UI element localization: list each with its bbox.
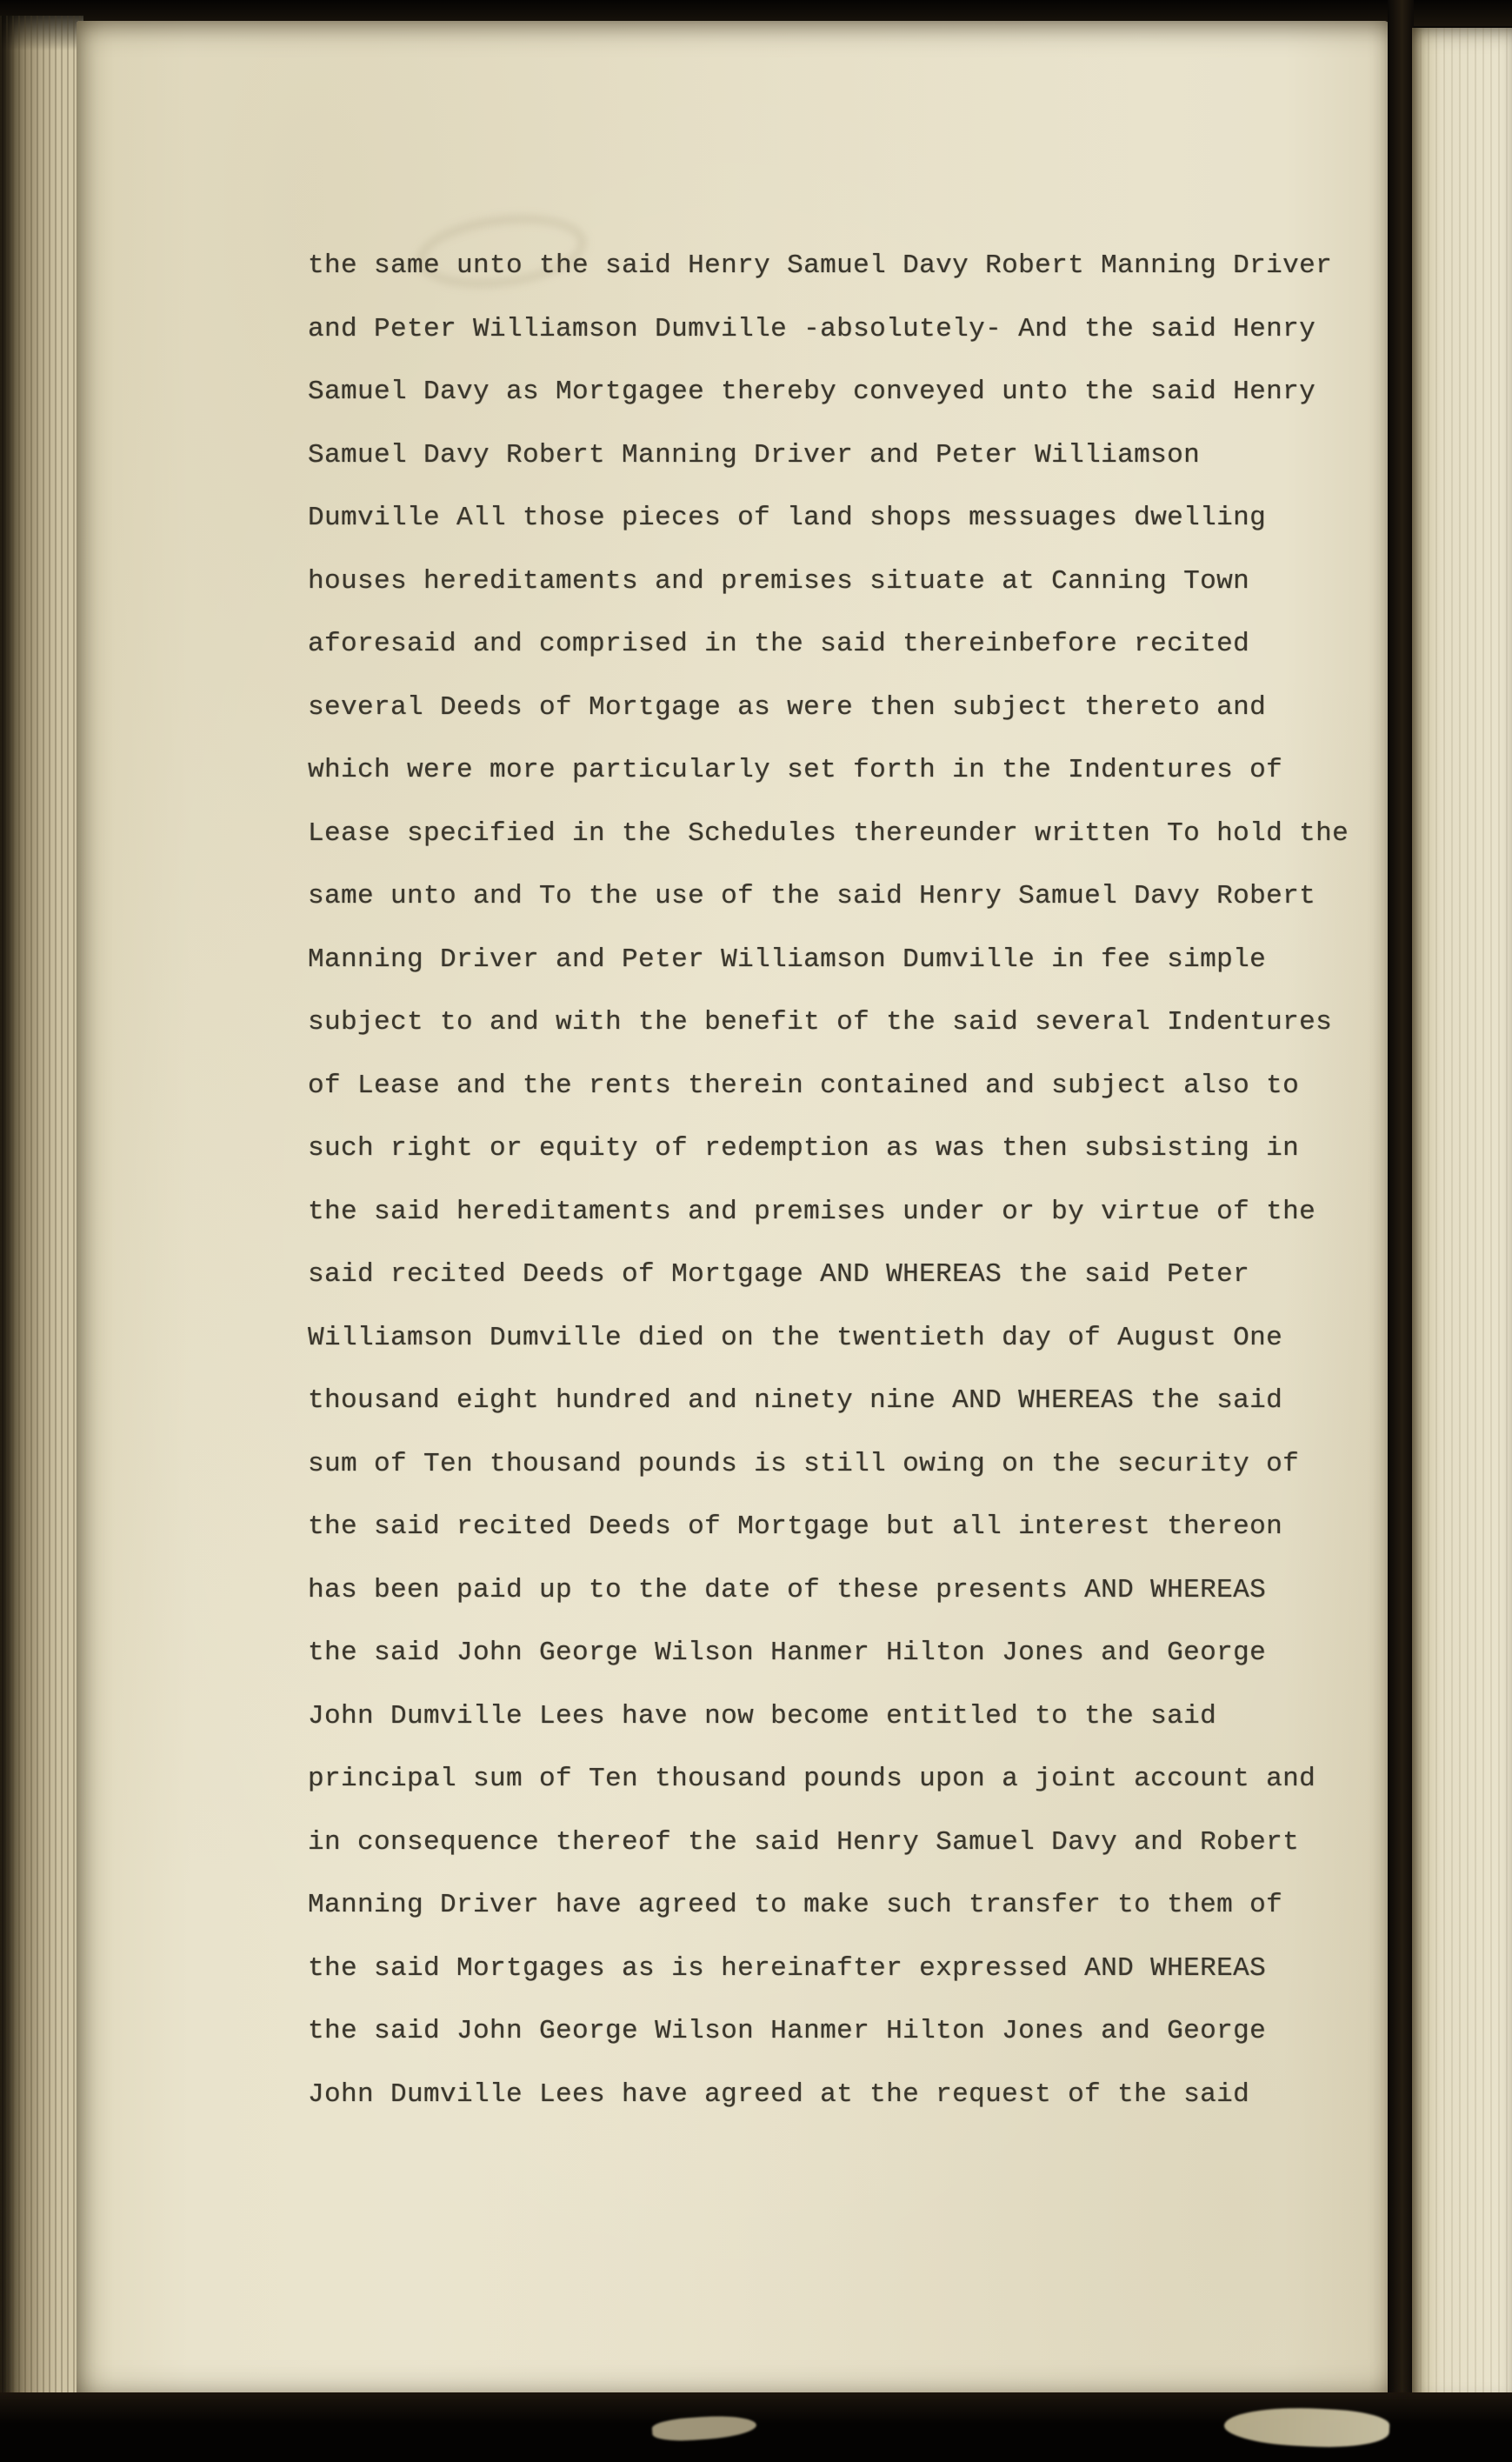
text-line: principal sum of Ten thousand pounds upon a joint account and [308, 1764, 1316, 1794]
text-line: Williamson Dumville died on the twentieth day of August One [308, 1322, 1283, 1353]
text-line: aforesaid and comprised in the said thereinbefore recited [308, 629, 1250, 659]
text-line: the said hereditaments and premises under or by virtue of the [308, 1196, 1316, 1227]
paper-scrap [651, 2413, 757, 2443]
text-line: has been paid up to the date of these presents AND WHEREAS [308, 1574, 1267, 1605]
left-page-edges [0, 16, 83, 2413]
text-line: sum of Ten thousand pounds is still owing on the security of [308, 1448, 1300, 1479]
text-line: in consequence thereof the said Henry Samuel Davy and Robert [308, 1826, 1300, 1858]
text-line: the said recited Deeds of Mortgage but all interest thereon [308, 1511, 1283, 1542]
text-line: the said Mortgages as is hereinafter expressed AND WHEREAS [308, 1952, 1267, 1984]
text-line: Samuel Davy as Mortgagee thereby conveyed unto the said Henry [308, 377, 1316, 407]
text-line: same unto and To the use of the said Henry Samuel Davy Robert [308, 881, 1316, 911]
facing-page-edge [1412, 28, 1512, 2408]
text-line: Dumville All those pieces of land shops messuages dwelling [308, 503, 1267, 533]
bottom-scan-band [0, 2392, 1512, 2462]
text-line: subject to and with the benefit of the said several Indentures [308, 1007, 1333, 1038]
text-line: Manning Driver and Peter Williamson Dumville in fee simple [308, 944, 1267, 975]
text-line: John Dumville Lees have now become entitled to the said [308, 1700, 1217, 1731]
text-line: thousand eight hundred and ninety nine AND WHEREAS the said [308, 1385, 1283, 1416]
page-text [308, 235, 1421, 2126]
text-line: said recited Deeds of Mortgage AND WHEREAS the said Peter [308, 1259, 1250, 1290]
text-line: Lease specified in the Schedules thereunder written To hold the [308, 817, 1349, 849]
scanned-page [77, 21, 1389, 2401]
text-line: the said John George Wilson Hanmer Hilton Jones and George [308, 2016, 1267, 2046]
text-line: the same unto the said Henry Samuel Davy Robert Manning Driver [308, 250, 1333, 281]
text-line: houses hereditaments and premises situate at Canning Town [308, 565, 1250, 597]
text-line: the said John George Wilson Hanmer Hilton Jones and George [308, 1638, 1267, 1668]
text-line: and Peter Williamson Dumville -absolutely- And the said Henry [308, 313, 1316, 344]
text-line: such right or equity of redemption as was then subsisting in [308, 1133, 1300, 1164]
text-line: of Lease and the rents therein contained and subject also to [308, 1070, 1300, 1101]
paper-scrap [1223, 2404, 1390, 2451]
text-line: Samuel Davy Robert Manning Driver and Peter Williamson [308, 439, 1201, 470]
text-line: which were more particularly set forth in the Indentures of [308, 755, 1283, 785]
book-gutter-shadow [1388, 0, 1414, 2462]
text-line: Manning Driver have agreed to make such transfer to them of [308, 1890, 1283, 1920]
text-line: John Dumville Lees have agreed at the request of the said [308, 2078, 1250, 2110]
text-line: several Deeds of Mortgage as were then subject thereto and [308, 691, 1267, 723]
